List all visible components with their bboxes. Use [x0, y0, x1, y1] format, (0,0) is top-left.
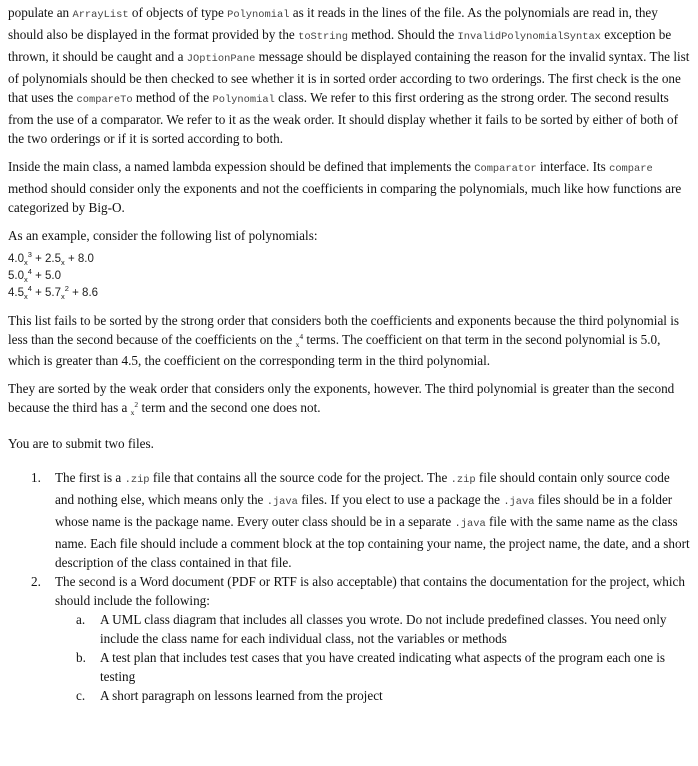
sublist-item-uml: a. A UML class diagram that includes all classes you wrote. Do not include predefined classes. You need only include the class name for each individual class, not the variables or methods: [76, 612, 667, 646]
code-tostring: toString: [298, 31, 348, 43]
code-compareto: compareTo: [76, 94, 133, 106]
code-invalid-polynomial-syntax: InvalidPolynomialSyntax: [457, 31, 601, 43]
code-zip: .zip: [124, 474, 150, 486]
documentation-sublist: [55, 610, 690, 705]
sublist-item-lessons: c. A short paragraph on lessons learned from the project: [76, 688, 383, 703]
polynomial-line-3: $4.5_x^4 + 5.7_x^2 + 8.6$: [8, 284, 99, 301]
list-item-zip: 1. The first is a .zip file that contains all the source code for the project. The .zip file should contain only source code and nothing else, which means only the .java files. If you elect to use a package the .java files should be in a folder whose name is the package name. Every outer class should be in a separate .java file with the same name as the class name. Each file should include a comment block at the top containing your name, the project name, the date, and a short description of the class contained in that file.: [31, 470, 690, 570]
code-joptionpane: JOptionPane: [186, 53, 256, 65]
paragraph-weak-order: They are sorted by the weak order that considers only the exponents, however. The third polynomial is greater than the second because the third has a $_x^2$ term and the second one does not.: [8, 381, 675, 417]
polynomial-line-1: $4.0_x^3 + 2.5_x + 8.0$: [8, 250, 94, 267]
paragraph-strong-order: This list fails to be sorted by the strong order that considers both the coefficients and exponents because the third polynomial is less than the second because of the coefficients on the $_x^4$ terms. The coefficient on that term in the second polynomial is 5.0, which is greater than 4.5, the coefficient on the corresponding term in the third polynomial.: [8, 313, 680, 368]
paragraph-submit: You are to submit two files.: [8, 436, 154, 451]
code-java: .java: [266, 496, 298, 508]
code-java-2: .java: [503, 496, 535, 508]
document-page: [8, 3, 690, 705]
paragraph-file-processing: populate an ArrayList of objects of type Polynomial as it reads in the lines of the file. As the polynomials are read in, they should also be displayed in the format provided by the toString method. Should the InvalidPolynomialSyntax exception be thrown, it should be caught and a JOptionPane message should be displayed containing the reason for the invalid syntax. The list of polynomials should be then checked to see whether it is in sorted order according to two orderings. The first check is the one that uses the compareTo method of the Polynomial class. We refer to this first ordering as the strong order. The second results from the use of a comparator. We refer to it as the weak order. It should display whether it fails to be sorted by either of both of the two orderings or if it is sorted according to both.: [8, 5, 690, 146]
code-comparator: Comparator: [474, 163, 537, 175]
sublist-item-test-plan: b. A test plan that includes test cases that you have created indicating what aspects of the program each one is testing: [76, 650, 666, 684]
code-compare: compare: [609, 163, 653, 175]
polynomial-list: [8, 251, 690, 302]
paragraph-example-intro: As an example, consider the following list of polynomials:: [8, 228, 318, 243]
submission-list: [8, 468, 690, 705]
list-item-word-doc: 2. The second is a Word document (PDF or RTF is also acceptable) that contains the documentation for the project, which should include the following: a. A UML class diagram that includes all classes you wrote. Do not include predefined classes. You need only include the class name for each individual class, not the variables or methods b. A test plan that includes test cases that you have created indicating what aspects of the program each one is testing c. A short paragraph on lessons learned from the project: [8, 572, 690, 705]
code-java-3: .java: [454, 518, 486, 530]
code-zip-2: .zip: [450, 474, 476, 486]
polynomial-line-2: $5.0_x^4 + 5.0$: [8, 267, 62, 284]
code-polynomial-2: Polynomial: [212, 94, 275, 106]
code-arraylist: ArrayList: [72, 9, 129, 21]
paragraph-lambda: Inside the main class, a named lambda expession should be defined that implements the Comparator interface. Its compare method should consider only the exponents and not the coefficients in comparing the polynomials, much like how functions are categorized by Big-O.: [8, 159, 682, 215]
code-polynomial: Polynomial: [227, 9, 290, 21]
